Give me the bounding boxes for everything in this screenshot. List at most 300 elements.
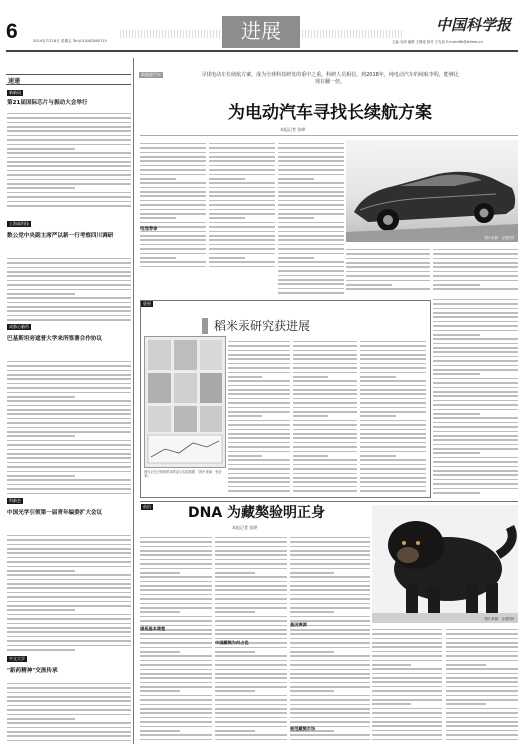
text-line-placeholder <box>360 468 426 470</box>
text-line-placeholder <box>293 477 357 479</box>
text-line-placeholder <box>433 280 518 282</box>
text-line-placeholder <box>346 280 430 282</box>
text-line-placeholder <box>7 735 131 737</box>
text-line-placeholder <box>290 550 370 552</box>
text-line-placeholder <box>7 400 131 402</box>
text-line-placeholder <box>293 464 357 466</box>
text-line-placeholder <box>7 157 131 159</box>
text-line-placeholder <box>360 398 426 400</box>
text-line-placeholder <box>290 572 334 574</box>
text-line-placeholder <box>215 611 255 613</box>
text-line-placeholder <box>140 266 206 268</box>
text-line-placeholder <box>290 655 370 657</box>
text-line-placeholder <box>446 725 518 727</box>
text-line-placeholder <box>215 598 287 600</box>
text-line-placeholder <box>290 554 370 556</box>
text-line-placeholder <box>140 607 212 609</box>
text-line-placeholder <box>7 605 131 607</box>
text-line-placeholder <box>278 209 344 211</box>
text-line-placeholder <box>290 677 370 679</box>
sidebar-tag-1: 新新局 <box>9 90 21 95</box>
text-line-placeholder <box>215 734 287 736</box>
text-line-placeholder <box>215 739 287 741</box>
text-line-placeholder <box>215 704 287 706</box>
text-line-placeholder <box>140 160 206 162</box>
text-line-placeholder <box>228 420 290 422</box>
text-line-placeholder <box>278 165 344 167</box>
text-line-placeholder <box>209 217 245 219</box>
text-line-placeholder <box>209 178 245 180</box>
text-line-placeholder <box>346 271 430 273</box>
text-line-placeholder <box>7 187 75 189</box>
text-line-placeholder <box>228 473 290 475</box>
text-line-placeholder <box>360 393 426 395</box>
text-line-placeholder <box>433 474 518 476</box>
text-line-placeholder <box>433 488 518 490</box>
text-line-placeholder <box>446 686 518 688</box>
text-line-placeholder <box>7 170 131 172</box>
text-line-placeholder <box>7 293 75 295</box>
text-line-placeholder <box>346 266 430 268</box>
text-line-placeholder <box>290 633 370 635</box>
text-line-placeholder <box>278 235 344 237</box>
text-line-placeholder <box>290 682 370 684</box>
text-line-placeholder <box>446 668 518 670</box>
text-line-placeholder <box>372 660 442 662</box>
text-line-placeholder <box>215 717 287 719</box>
text-line-placeholder <box>7 174 131 176</box>
text-line-placeholder <box>293 411 357 413</box>
text-line-placeholder <box>360 350 426 352</box>
text-line-placeholder <box>209 204 275 206</box>
text-line-placeholder <box>278 174 344 176</box>
text-line-placeholder <box>140 554 212 556</box>
text-line-placeholder <box>346 288 430 290</box>
text-line-placeholder <box>360 411 426 413</box>
main-byline: 本报记者 张晔 <box>280 127 306 132</box>
text-line-placeholder <box>290 704 370 706</box>
main-col-5 <box>433 246 518 294</box>
text-line-placeholder <box>215 625 287 627</box>
main-intro: 寻找电动车长续航方案，成为全球科技研发的重中之重。科研人员相信，到2018年，纯电动汽车的续航李程，能够比现在翻一倍。 <box>201 72 459 85</box>
sidebar-headline-3[interactable]: 巴基斯坦旁遮普大学来所签署合作协议 <box>7 336 103 342</box>
sidebar-headline-1[interactable]: 第21届国际芯片与振动大会举行 <box>7 100 88 106</box>
text-line-placeholder <box>293 367 357 369</box>
text-line-placeholder <box>433 431 518 433</box>
text-line-placeholder <box>278 261 344 263</box>
rice-col-3 <box>360 338 426 492</box>
main-headline-rule <box>140 135 518 136</box>
text-line-placeholder <box>372 677 442 679</box>
text-line-placeholder <box>433 444 518 446</box>
text-line-placeholder <box>140 585 212 587</box>
text-line-placeholder <box>209 244 275 246</box>
text-line-placeholder <box>7 135 131 137</box>
text-line-placeholder <box>290 576 370 578</box>
text-line-placeholder <box>7 740 131 742</box>
sidebar-tag-4: 科新会 <box>9 498 21 503</box>
text-line-placeholder <box>433 316 518 318</box>
text-line-placeholder <box>7 144 131 146</box>
text-line-placeholder <box>209 200 275 202</box>
text-line-placeholder <box>7 587 131 589</box>
text-line-placeholder <box>446 651 518 653</box>
text-line-placeholder <box>209 195 275 197</box>
rice-col-1 <box>228 338 290 492</box>
text-line-placeholder <box>7 179 131 181</box>
text-line-placeholder <box>228 372 290 374</box>
text-line-placeholder <box>209 191 275 193</box>
text-line-placeholder <box>7 319 131 321</box>
text-line-placeholder <box>7 687 131 689</box>
text-line-placeholder <box>7 696 131 698</box>
sidebar-body-1 <box>7 110 131 210</box>
text-line-placeholder <box>7 387 131 389</box>
text-line-placeholder <box>215 686 287 688</box>
text-line-placeholder <box>140 647 212 649</box>
text-line-placeholder <box>372 703 411 705</box>
mastiff-illustration <box>372 505 518 623</box>
text-line-placeholder <box>209 174 275 176</box>
mastiff-photo <box>372 505 518 623</box>
sidebar-headline-4[interactable]: 中国光学引领第一届青年编委扩大会议 <box>7 510 103 516</box>
dna-headline[interactable]: DNA 为藏獒验明正身 <box>188 505 326 521</box>
text-line-placeholder <box>293 398 357 400</box>
text-line-placeholder <box>290 721 370 723</box>
text-line-placeholder <box>140 651 180 653</box>
text-line-placeholder <box>433 266 518 268</box>
text-line-placeholder <box>7 453 131 455</box>
text-line-placeholder <box>372 668 442 670</box>
text-line-placeholder <box>140 182 206 184</box>
text-line-placeholder <box>433 312 518 314</box>
text-line-placeholder <box>215 603 287 605</box>
text-line-placeholder <box>290 690 334 692</box>
text-line-placeholder <box>446 699 518 701</box>
text-line-placeholder <box>433 299 518 301</box>
text-line-placeholder <box>7 645 131 647</box>
text-line-placeholder <box>446 633 518 635</box>
text-line-placeholder <box>140 673 212 675</box>
car-photo-caption: 图片来源：百度图片 <box>484 236 515 240</box>
text-line-placeholder <box>433 249 518 251</box>
text-line-placeholder <box>215 550 287 552</box>
text-line-placeholder <box>7 727 131 729</box>
text-line-placeholder <box>360 437 426 439</box>
text-line-placeholder <box>140 603 212 605</box>
text-line-placeholder <box>7 148 75 150</box>
text-line-placeholder <box>293 407 357 409</box>
text-line-placeholder <box>278 231 344 233</box>
text-line-placeholder <box>209 156 275 158</box>
text-line-placeholder <box>360 402 426 404</box>
text-line-placeholder <box>278 152 344 154</box>
text-line-placeholder <box>372 695 442 697</box>
main-headline[interactable]: 为电动汽车寻找长续航方案 <box>228 103 432 123</box>
text-line-placeholder <box>209 160 275 162</box>
text-line-placeholder <box>278 270 344 272</box>
text-line-placeholder <box>140 169 206 171</box>
text-line-placeholder <box>433 275 518 277</box>
text-line-placeholder <box>209 152 275 154</box>
text-line-placeholder <box>360 415 396 417</box>
text-line-placeholder <box>7 574 131 576</box>
text-line-placeholder <box>7 258 131 260</box>
text-line-placeholder <box>433 387 518 389</box>
text-line-placeholder <box>278 239 344 241</box>
text-line-placeholder <box>7 183 131 185</box>
text-line-placeholder <box>433 343 518 345</box>
text-line-placeholder <box>140 686 212 688</box>
text-line-placeholder <box>278 156 344 158</box>
text-line-placeholder <box>293 437 357 439</box>
text-line-placeholder <box>209 187 275 189</box>
text-line-placeholder <box>140 581 212 583</box>
text-line-placeholder <box>7 275 131 277</box>
text-line-placeholder <box>140 704 212 706</box>
rice-col-2 <box>293 338 357 492</box>
text-line-placeholder <box>290 660 370 662</box>
text-line-placeholder <box>140 695 212 697</box>
text-line-placeholder <box>293 345 357 347</box>
text-line-placeholder <box>278 279 344 281</box>
text-line-placeholder <box>215 664 287 666</box>
text-line-placeholder <box>140 620 212 622</box>
text-line-placeholder <box>360 407 426 409</box>
text-line-placeholder <box>228 341 290 343</box>
text-line-placeholder <box>140 660 212 662</box>
text-line-placeholder <box>360 473 426 475</box>
text-line-placeholder <box>290 568 370 570</box>
text-line-placeholder <box>209 235 275 237</box>
text-line-placeholder <box>278 217 314 219</box>
date-line: 2014年7月18日 星期五 Tel:(010)62580715 <box>33 39 107 43</box>
text-line-placeholder <box>433 479 518 481</box>
text-line-placeholder <box>372 739 442 741</box>
text-line-placeholder <box>228 358 290 360</box>
dna-subhead-2: 中国藏獒为何占优 <box>215 640 249 645</box>
text-line-placeholder <box>278 283 344 285</box>
text-line-placeholder <box>7 623 131 625</box>
text-line-placeholder <box>7 297 131 299</box>
text-line-placeholder <box>278 248 344 250</box>
text-line-placeholder <box>446 730 518 732</box>
text-line-placeholder <box>215 589 287 591</box>
text-line-placeholder <box>209 266 275 268</box>
text-line-placeholder <box>346 258 430 260</box>
text-line-placeholder <box>446 673 518 675</box>
text-line-placeholder <box>433 373 480 375</box>
text-line-placeholder <box>7 392 131 394</box>
text-line-placeholder <box>433 378 518 380</box>
text-line-placeholder <box>433 271 518 273</box>
rice-headline-bar <box>202 318 208 334</box>
text-line-placeholder <box>140 200 206 202</box>
text-line-placeholder <box>7 280 131 282</box>
text-line-placeholder <box>433 325 518 327</box>
text-line-placeholder <box>7 440 131 442</box>
text-line-placeholder <box>209 182 275 184</box>
text-line-placeholder <box>372 708 442 710</box>
text-line-placeholder <box>140 559 212 561</box>
text-line-placeholder <box>7 493 131 495</box>
text-line-placeholder <box>278 191 344 193</box>
text-line-placeholder <box>140 682 212 684</box>
text-line-placeholder <box>290 717 370 719</box>
text-line-placeholder <box>215 690 255 692</box>
text-line-placeholder <box>293 385 357 387</box>
text-line-placeholder <box>140 152 206 154</box>
text-line-placeholder <box>140 589 212 591</box>
text-line-placeholder <box>446 660 518 662</box>
text-line-placeholder <box>446 629 518 631</box>
text-line-placeholder <box>209 261 275 263</box>
text-line-placeholder <box>433 253 518 255</box>
text-line-placeholder <box>7 552 131 554</box>
text-line-placeholder <box>372 730 442 732</box>
sidebar-headline-2[interactable]: 数公党中央副主席严以新一行考察四川调研 <box>7 233 114 239</box>
text-line-placeholder <box>7 705 131 707</box>
text-line-placeholder <box>433 435 518 437</box>
text-line-placeholder <box>433 360 518 362</box>
text-line-placeholder <box>140 165 206 167</box>
text-line-placeholder <box>433 347 518 349</box>
text-line-placeholder <box>290 589 370 591</box>
text-line-placeholder <box>7 201 131 203</box>
text-line-placeholder <box>7 196 131 198</box>
text-line-placeholder <box>7 365 131 367</box>
text-line-placeholder <box>140 611 180 613</box>
text-line-placeholder <box>290 585 370 587</box>
text-line-placeholder <box>228 459 290 461</box>
text-line-placeholder <box>215 726 287 728</box>
text-line-placeholder <box>140 209 206 211</box>
text-line-placeholder <box>290 629 370 631</box>
text-line-placeholder <box>446 681 518 683</box>
text-line-placeholder <box>140 699 212 701</box>
text-line-placeholder <box>433 409 518 411</box>
text-line-placeholder <box>140 730 180 732</box>
text-line-placeholder <box>433 395 518 397</box>
text-line-placeholder <box>433 330 518 332</box>
sidebar-tag-2: 上海高科技 <box>9 221 29 226</box>
text-line-placeholder <box>228 442 290 444</box>
text-line-placeholder <box>433 439 518 441</box>
text-line-placeholder <box>215 546 287 548</box>
text-line-placeholder <box>140 568 212 570</box>
text-line-placeholder <box>293 354 357 356</box>
text-line-placeholder <box>290 546 370 548</box>
rice-headline[interactable]: 稻米汞研究获进展 <box>214 319 311 333</box>
text-line-placeholder <box>140 576 212 578</box>
dna-col-2 <box>215 534 287 744</box>
text-line-placeholder <box>290 638 370 640</box>
text-line-placeholder <box>7 488 131 490</box>
text-line-placeholder <box>372 699 442 701</box>
text-line-placeholder <box>7 152 131 154</box>
dna-article-label: 前沿 <box>143 504 151 509</box>
text-line-placeholder <box>360 385 426 387</box>
text-line-placeholder <box>290 559 370 561</box>
text-line-placeholder <box>215 576 287 578</box>
dna-top-rule <box>140 501 518 502</box>
text-line-placeholder <box>7 700 131 702</box>
text-line-placeholder <box>215 699 287 701</box>
text-line-placeholder <box>7 383 131 385</box>
text-line-placeholder <box>360 451 426 453</box>
text-line-placeholder <box>7 271 131 273</box>
text-line-placeholder <box>7 126 131 128</box>
text-line-placeholder <box>140 616 212 618</box>
text-line-placeholder <box>228 411 290 413</box>
text-line-placeholder <box>290 739 370 741</box>
text-line-placeholder <box>7 579 131 581</box>
text-line-placeholder <box>360 446 426 448</box>
text-line-placeholder <box>7 466 131 468</box>
text-line-placeholder <box>7 596 131 598</box>
text-line-placeholder <box>228 481 290 483</box>
text-line-placeholder <box>215 568 287 570</box>
sidebar-tag-5: 中文大学 <box>9 656 25 661</box>
text-line-placeholder <box>7 479 131 481</box>
sidebar-headline-5[interactable]: "新药精神"交流传承 <box>7 668 58 674</box>
text-line-placeholder <box>446 664 486 666</box>
text-line-placeholder <box>293 473 357 475</box>
text-line-placeholder <box>215 594 287 596</box>
text-line-placeholder <box>433 284 480 286</box>
text-line-placeholder <box>7 561 131 563</box>
text-line-placeholder <box>290 594 370 596</box>
text-line-placeholder <box>293 424 357 426</box>
text-line-placeholder <box>446 638 518 640</box>
text-line-placeholder <box>293 420 357 422</box>
text-line-placeholder <box>140 690 180 692</box>
text-line-placeholder <box>293 341 357 343</box>
text-line-placeholder <box>446 677 518 679</box>
main-article-tag: 新能源汽车 <box>141 72 161 77</box>
text-line-placeholder <box>215 554 287 556</box>
text-line-placeholder <box>446 642 518 644</box>
sidebar-body-3 <box>7 358 131 496</box>
text-line-placeholder <box>140 594 212 596</box>
text-line-placeholder <box>278 253 344 255</box>
text-line-placeholder <box>360 372 426 374</box>
sidebar-body-5 <box>7 680 131 742</box>
text-line-placeholder <box>7 535 131 537</box>
text-line-placeholder <box>209 165 275 167</box>
text-line-placeholder <box>293 415 328 417</box>
text-line-placeholder <box>372 664 411 666</box>
text-line-placeholder <box>228 380 290 382</box>
text-line-placeholder <box>228 363 290 365</box>
text-line-placeholder <box>293 376 328 378</box>
dna-col-3 <box>290 534 370 744</box>
text-line-placeholder <box>140 642 212 644</box>
text-line-placeholder <box>372 721 442 723</box>
text-line-placeholder <box>360 490 426 492</box>
text-line-placeholder <box>7 409 131 411</box>
text-line-placeholder <box>228 477 290 479</box>
text-line-placeholder <box>7 361 131 363</box>
text-line-placeholder <box>215 633 287 635</box>
text-line-placeholder <box>7 267 131 269</box>
text-line-placeholder <box>140 669 212 671</box>
text-line-placeholder <box>140 563 212 565</box>
text-line-placeholder <box>215 655 287 657</box>
text-line-placeholder <box>215 677 287 679</box>
text-line-placeholder <box>7 631 131 633</box>
text-line-placeholder <box>433 262 518 264</box>
